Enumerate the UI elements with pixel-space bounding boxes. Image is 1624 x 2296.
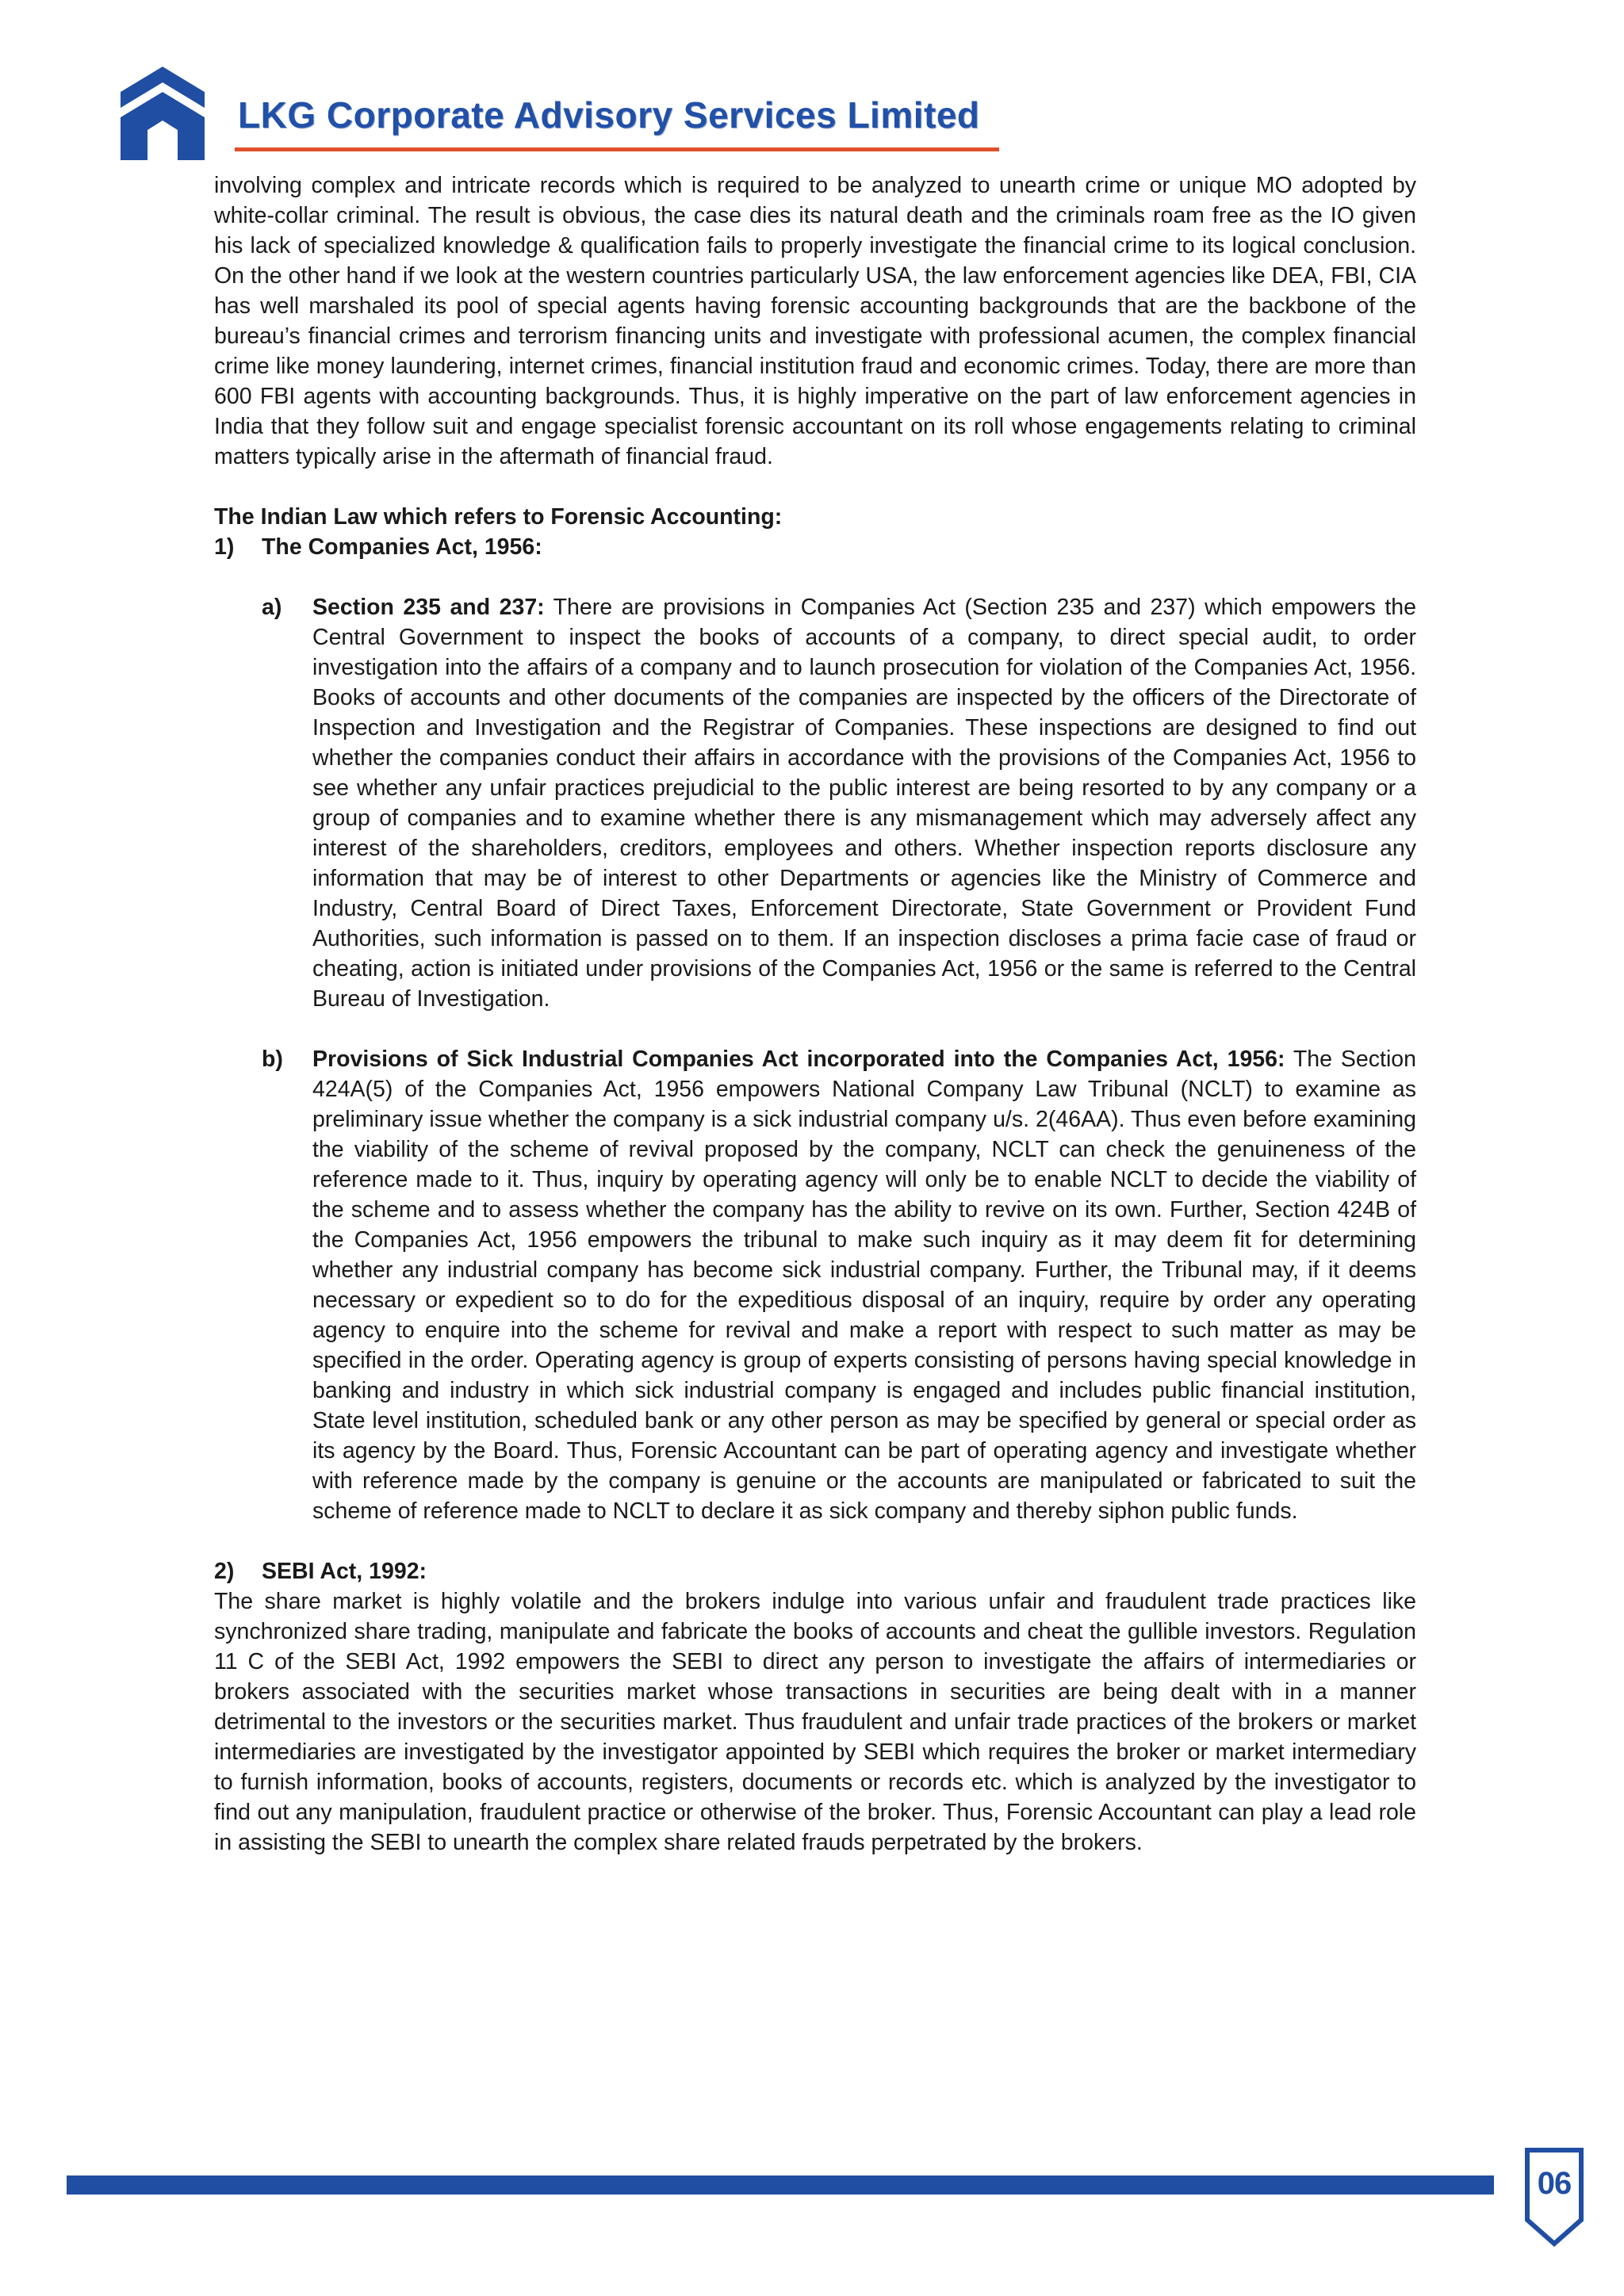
sub-item-text: There are provisions in Companies Act (Section 235 and 237) which empowers the Central Government to inspect the books of accounts of a company, to direct special audit, to order investigation into the affairs of a company and to launch prosecution for violation of the Companies Act, 1956. Books of accounts and other documents of the companies are inspected by the officers of the Directorate of Inspection and Investigation and the Registrar of Companies. These inspections are designed to find out whether the companies conduct their affairs in accordance with the provisions of the Companies Act, 1956 to see whether any unfair practices prejudicial to the public interest are being resorted to by any company or a group of companies and to examine whether there is any mismanagement which may adversely affect any interest of the shareholders, creditors, employees and others. Whether inspection reports disclosure any information that may be of interest to other Departments or agencies like the Ministry of Commerce and Industry, Central Board of Direct Taxes, Enforcement Directorate, State Government or Provident Fund Authorities, such information is passed on to them. If an inspection discloses a prima facie case of fraud or cheating, action is initiated under provisions of the Companies Act, 1956 or the same is referred to the Central Bureau of Investigation. [312,595,1416,1012]
sub-item-title: Provisions of Sick Industrial Companies Act incorporated into the Companies Act, 1956: [312,1047,1285,1072]
sub-item-title: Section 235 and 237: [312,595,545,620]
page-number: 06 [1537,2166,1572,2201]
list-number: 1) [214,534,235,560]
sub-item-paragraph [312,1044,1416,1526]
intro-paragraph: involving complex and intricate records which is required to be analyzed to unearth crime or unique MO adopted by white-collar criminal. The result is obvious, the case dies its natural death and the criminals roam free as the IO given his lack of specialized knowledge & qualification fails to properly investigate the financial crime to its logical conclusion. On the other hand if we look at the western countries particularly USA, the law enforcement agencies like DEA, FBI, CIA has well marshaled its pool of special agents having forensic accounting backgrounds that are the backbone of the bureau’s financial crimes and terrorism financing units and investigate with professional acumen, the complex financial crime like money laundering, internet crimes, financial institution fraud and economic crimes. Today, there are more than 600 FBI agents with accounting backgrounds. Thus, it is highly imperative on the part of law enforcement agencies in India that they follow suit and engage specialist forensic accountant on its roll whose engagements relating to criminal matters typically arise in the aftermath of financial fraud. [214,173,1416,469]
company-logo-icon [121,67,205,160]
sebi-paragraph: The share market is highly volatile and the brokers indulge into various unfair and fraudulent trade practices like synchronized share trading, manipulate and fabricate the books of accounts and cheat the gullible investors. Regulation 11 C of the SEBI Act, 1992 empowers the SEBI to direct any person to investigate the affairs of intermediaries or brokers associated with the securities market whose transactions in securities are being dealt with in a manner detrimental to the investors or the securities market. Thus fraudulent and unfair trade practices of the brokers or market intermediaries are investigated by the investigator appointed by SEBI which requires the broker or market intermediary to furnish information, books of accounts, registers, documents or records etc. which is analyzed by the investigator to find out any manipulation, fraudulent practice or otherwise of the broker. Thus, Forensic Accountant can play a lead role in assisting the SEBI to unearth the complex share related frauds perpetrated by the brokers. [214,1589,1416,1855]
list-item-title: SEBI Act, 1992: [262,1559,427,1584]
sub-item-letter: b) [262,1047,283,1072]
section-heading: The Indian Law which refers to Forensic Accounting: [214,504,783,530]
document-body [214,170,1416,1858]
company-name: LKG Corporate Advisory Services Limited [238,94,980,136]
list-item-title: The Companies Act, 1956: [262,534,542,560]
sub-item-text: The Section 424A(5) of the Companies Act, 1956 empowers National Company Law Tribunal (NCLT) to examine as preliminary issue whether the company is a sick industrial company u/s. 2(46AA). Thus even before examining the viability of the scheme of revival proposed by the company, NCLT can check the genuineness of the reference made to it. Thus, inquiry by operating agency will only be to enable NCLT to decide the viability of the scheme and to assess whether the company has the ability to revive on its own. Further, Section 424B of the Companies Act, 1956 empowers the tribunal to make such inquiry as it may deem fit for determining whether any industrial company has become sick industrial company. Further, the Tribunal may, if it deems necessary or expedient so to do for the expeditious disposal of an inquiry, require by order any operating agency to enquire into the scheme for revival and make a report with respect to such matter as may be specified in the order. Operating agency is group of experts consisting of persons having special knowledge in banking and industry in which sick industrial company is engaged and includes public financial institution, State level institution, scheduled bank or any other person as may be specified by general or special order as its agency by the Board. Thus, Forensic Accountant can be part of operating agency and investigate whether with reference made by the company is genuine or the accounts are manipulated or fabricated to suit the scheme of reference made to NCLT to declare it as sick company and thereby siphon public funds. [312,1047,1416,1524]
sub-item-paragraph [312,592,1416,1014]
footer-bar [67,2175,1494,2195]
list-item-companies-act [214,532,1416,562]
sub-item-sick-industrial-companies [262,1044,1416,1526]
list-item-sebi-act [214,1556,1416,1586]
header-divider [235,147,999,151]
sub-item-section-235-237 [262,592,1416,1014]
list-number: 2) [214,1559,235,1584]
sub-item-letter: a) [262,595,282,620]
